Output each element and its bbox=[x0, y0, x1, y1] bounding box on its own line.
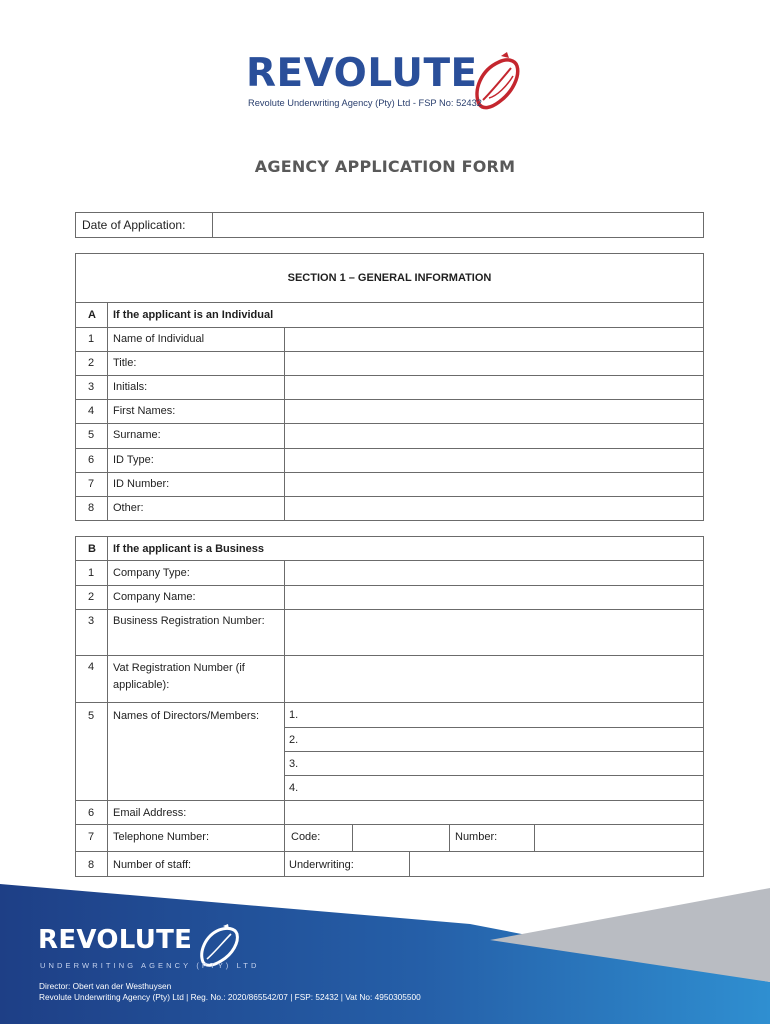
initials-label: Initials: bbox=[113, 381, 148, 393]
row-number: 5 bbox=[88, 710, 95, 722]
name-of-individual-field[interactable] bbox=[285, 328, 703, 351]
divider bbox=[285, 775, 704, 776]
divider bbox=[107, 536, 108, 876]
director-entry[interactable]: 2. bbox=[289, 734, 299, 746]
date-of-application-label: Date of Application: bbox=[82, 218, 186, 232]
page-title: AGENCY APPLICATION FORM bbox=[254, 157, 516, 176]
section-b-letter: B bbox=[88, 543, 96, 555]
row-number: 2 bbox=[88, 357, 95, 369]
telephone-code-field[interactable] bbox=[353, 825, 449, 851]
company-type-label: Company Type: bbox=[113, 567, 190, 579]
header-logo bbox=[244, 48, 534, 114]
first-names-label: First Names: bbox=[113, 405, 176, 417]
section-a-heading: If the applicant is an Individual bbox=[113, 309, 274, 321]
footer-company-details: Revolute Underwriting Agency (Pty) Ltd | Reg. No.: 2020/865542/07 | FSP: 52432 | Vat No: 4950305500 bbox=[39, 992, 421, 1002]
divider bbox=[285, 751, 704, 752]
row-number: 8 bbox=[88, 859, 95, 871]
row-number: 7 bbox=[88, 478, 95, 490]
id-number-field[interactable] bbox=[285, 473, 703, 496]
telephone-number-field[interactable] bbox=[535, 825, 703, 851]
email-address-label: Email Address: bbox=[113, 807, 187, 819]
id-type-label: ID Type: bbox=[113, 454, 154, 466]
row-number: 3 bbox=[88, 615, 95, 627]
director-entry[interactable]: 1. bbox=[289, 709, 299, 721]
row-number: 6 bbox=[88, 807, 95, 819]
telephone-number-sub-label: Number: bbox=[455, 831, 498, 843]
company-name-label: Company Name: bbox=[113, 591, 196, 603]
other-label: Other: bbox=[113, 502, 144, 514]
footer-wordmark: REVOLUTE bbox=[38, 925, 193, 955]
name-of-individual-label: Name of Individual bbox=[113, 333, 205, 345]
row-number: 1 bbox=[88, 333, 95, 345]
first-names-field[interactable] bbox=[285, 400, 703, 423]
row-number: 4 bbox=[88, 405, 95, 417]
number-of-staff-label: Number of staff: bbox=[113, 859, 192, 871]
telephone-code-label: Code: bbox=[291, 831, 321, 843]
id-type-field[interactable] bbox=[285, 449, 703, 472]
section-b-heading: If the applicant is a Business bbox=[113, 543, 264, 555]
date-of-application-field[interactable] bbox=[213, 213, 703, 237]
surname-field[interactable] bbox=[285, 424, 703, 447]
section-title: SECTION 1 – GENERAL INFORMATION bbox=[287, 272, 492, 284]
brand-tagline: Revolute Underwriting Agency (Pty) Ltd - FSP No: 52432 bbox=[248, 98, 482, 108]
section-a-letter: A bbox=[88, 309, 96, 321]
divider bbox=[449, 824, 450, 851]
directors-label: Names of Directors/Members: bbox=[113, 710, 260, 722]
date-of-application-box bbox=[75, 212, 704, 238]
row-number: 7 bbox=[88, 831, 95, 843]
business-registration-field[interactable] bbox=[285, 610, 703, 655]
telephone-number-label: Telephone Number: bbox=[113, 831, 210, 843]
row-number: 8 bbox=[88, 502, 95, 514]
underwriting-label: Underwriting: bbox=[289, 859, 354, 871]
business-registration-label: Business Registration Number: bbox=[113, 615, 265, 627]
email-address-field[interactable] bbox=[285, 801, 703, 824]
row-number: 6 bbox=[88, 454, 95, 466]
initials-field[interactable] bbox=[285, 376, 703, 399]
divider bbox=[285, 727, 704, 728]
id-number-label: ID Number: bbox=[113, 478, 170, 490]
director-entry[interactable]: 3. bbox=[289, 758, 299, 770]
row-number: 1 bbox=[88, 567, 95, 579]
company-type-field[interactable] bbox=[285, 561, 703, 585]
row-number: 3 bbox=[88, 381, 95, 393]
footer-tagline: UNDERWRITING AGENCY (PTY) LTD bbox=[40, 961, 260, 970]
vat-registration-field[interactable] bbox=[285, 656, 703, 702]
company-name-field[interactable] bbox=[285, 586, 703, 609]
surname-label: Surname: bbox=[113, 429, 161, 441]
divider bbox=[75, 702, 704, 703]
vat-registration-label: Vat Registration Number (if applicable): bbox=[113, 662, 245, 691]
row-number: 4 bbox=[88, 661, 95, 673]
divider bbox=[107, 302, 108, 520]
underwriting-staff-field[interactable] bbox=[410, 852, 703, 876]
title-label: Title: bbox=[113, 357, 137, 369]
other-field[interactable] bbox=[285, 497, 703, 520]
title-field[interactable] bbox=[285, 352, 703, 375]
row-number: 5 bbox=[88, 429, 95, 441]
director-entry[interactable]: 4. bbox=[289, 782, 299, 794]
row-number: 2 bbox=[88, 591, 95, 603]
brand-wordmark: REVOLUTE bbox=[246, 51, 478, 96]
footer-director: Director: Obert van der Westhuysen bbox=[39, 981, 172, 991]
divider bbox=[75, 302, 704, 303]
